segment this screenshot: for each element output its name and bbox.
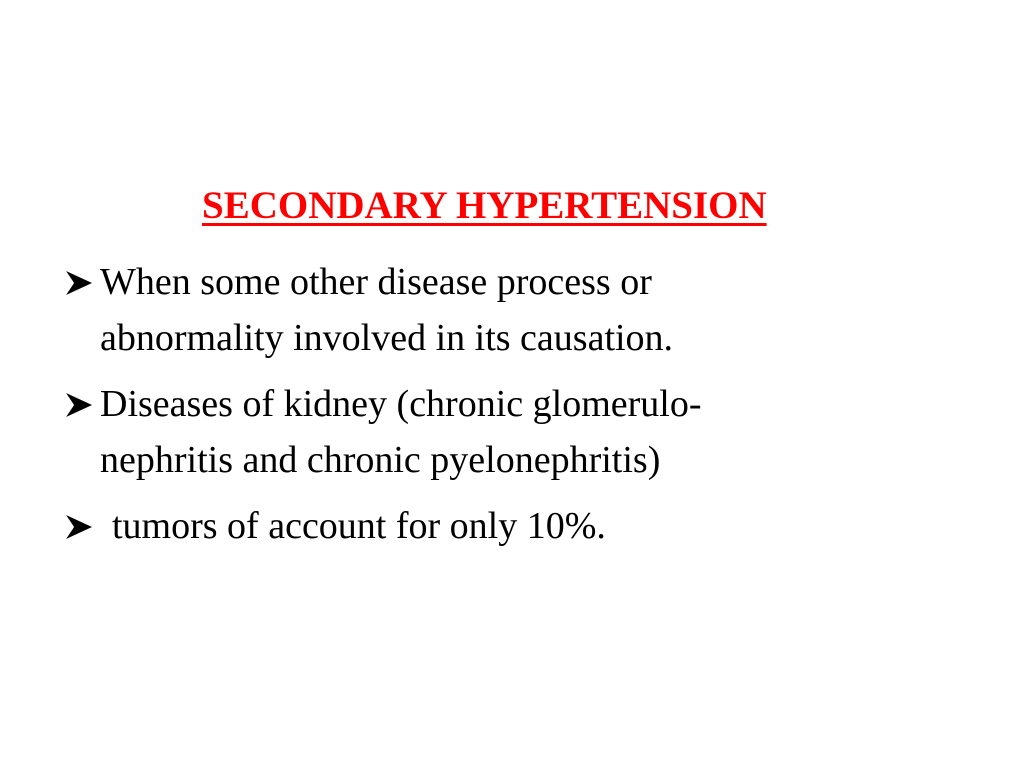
slide-title: SECONDARY HYPERTENSION: [202, 184, 767, 227]
bullet-item: [64, 498, 1004, 554]
arrow-bullet-icon: [64, 513, 94, 541]
bullet-item: [64, 376, 1004, 488]
bullet-line: Diseases of kidney (chronic glomerulo-: [100, 383, 702, 425]
arrow-bullet-icon: [64, 391, 94, 419]
bullet-line: tumors of account for only 10%.: [112, 505, 606, 547]
bullet-line: nephritis and chronic pyelonephritis): [100, 439, 661, 481]
bullet-line: abnormality involved in its causation.: [100, 317, 674, 359]
arrow-bullet-icon: [64, 269, 94, 297]
bullet-list: [64, 254, 1004, 564]
bullet-item: [64, 254, 1004, 366]
bullet-line: When some other disease process or: [100, 261, 652, 303]
